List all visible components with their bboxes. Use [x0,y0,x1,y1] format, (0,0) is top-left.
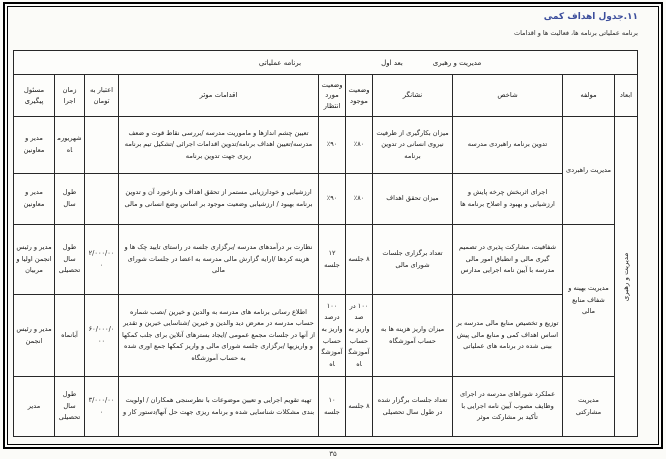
table-header-row [14,75,638,117]
cell-responsible: مدیر [14,377,55,437]
cell-current: ٪۸۰ [346,174,373,225]
cell-shakhes: شفافیت، مشارکت پذیری در تصمیم گیری مالی و انطباق امور مالی مدرسه با آیین نامه اجرایی مدارس [453,225,563,295]
cell-responsible: مدیر و رئیس انجمن [14,295,55,377]
cell-current: ۱۰۰ در صد واریز به حساب آموزشگاه [346,295,373,377]
cell-shakhes: تدوین برنامه راهبردی مدرسه [453,117,563,174]
cell-expected: ۱۲ جلسه [319,225,346,295]
cell-expected: ٪۹۰ [319,117,346,174]
cell-current: ٪۸۰ [346,117,373,174]
header-time: زمان اجرا [55,75,85,117]
band-cell [14,51,638,75]
table-row [14,295,638,377]
band-dimension-name: مدیریت و رهبری [432,58,482,67]
cell-current: ۸ جلسه [346,377,373,437]
cell-actions: تهیه تقویم اجرایی و تعیین موضوعات با نظرسنجی همکاران / اولویت بندی مشکلات شناسایی شده و برنامه ریزی جهت حل آنها/دستور کار و [119,377,319,437]
cell-responsible: مدیر و رئیس انجمن اولیا و مربیان [14,225,55,295]
cell-expected: ٪۹۰ [319,174,346,225]
table-band-row [14,51,638,75]
cell-time: طول سال تحصیلی [55,225,85,295]
cell-molafeh: مدیریت بهینه و شفاف منابع مالی [563,225,615,377]
table-row [14,225,638,295]
page-subtitle: برنامه عملیاتی برنامه ها، فعالیت ها و اقدامات [513,29,638,37]
cell-expected: ۱۰۰ درصد واریز به حساب آموزشگاه [319,295,346,377]
dimension-vertical-label: مدیریت و رهبری [621,252,630,301]
header-abaad: ابعاد [615,75,638,117]
header-budget: اعتبار به تومان [85,75,119,117]
header-actions: اقدامات موثر [119,75,319,117]
cell-shakhes: توزیع و تخصیص منابع مالی مدرسه بر اساس اهداف کمی و منابع مالی پیش بینی شده در برنامه های عملیاتی [453,295,563,377]
cell-time: شهریورماه [55,117,85,174]
cell-molafeh: مدیریت مشارکتی [563,377,615,437]
cell-neshangar: میزان بکارگیری از ظرفیت نیروی انسانی در تدوین برنامه [373,117,453,174]
cell-actions: اطلاع رسانی برنامه های مدرسه به والدین و خیرین /نصب شماره حساب مدرسه در معرض دید والدین و خیرین /شناسایی خیرین و تقدیر از آنها در جلسات مجمع عمومی /ایجاد بسترهای آنلاین برای جلب کمکها و واریزیها /برگزاری جلسه شورای مالی و واریز کمکها جمع اوری شده به حساب آموزشگاه [119,295,319,377]
cell-budget [85,117,119,174]
cell-responsible: مدیر و معاونین [14,117,55,174]
operational-plan-table [13,50,638,437]
cell-shakhes: عملکرد شوراهای مدرسه در اجرای وظایف مصوب آیین نامه اجرایی با تأکید بر مشارکت موثر [453,377,563,437]
band-program-label: برنامه عملیاتی [258,58,302,67]
cell-actions: نظارت بر درآمدهای مدرسه /برگزاری جلسه در راستای تایید چک ها و هزینه کردها /ارایه گزارش مالی مدرسه به اعضا در جلسات شورای مالی [119,225,319,295]
cell-actions: تعیین چشم اندازها و ماموریت مدرسه /بررسی نقاط قوت و ضعف مدرسه/تعیین اهداف برنامه/تدوین اقدامات اجرائی /تشکیل تیم برنامه ریزی جهت تدوین برنامه [119,117,319,174]
page-title: ۱۱.جدول اهداف کمی [543,12,638,22]
table-row [14,174,638,225]
cell-molafeh: مدیریت راهبردی [563,117,615,225]
cell-shakhes: اجرای اثربخش چرخه پایش و ارزشیابی و بهبود و اصلاح برنامه ها [453,174,563,225]
cell-time: آبانماه [55,295,85,377]
cell-actions: ارزشیابی و خودارزیابی مستمر از تحقق اهداف و بازخورد آن و تدوین برنامه بهبود / ارزشیابی وضعیت موجود بر اساس وضع انسانی و مالی [119,174,319,225]
cell-time: طول سال [55,174,85,225]
cell-time: طول سال تحصیلی [55,377,85,437]
header-responsible: مسئول پیگیری [14,75,55,117]
cell-current: ۸ جلسه [346,225,373,295]
table-row [14,377,638,437]
cell-budget: ۶۰/۰۰۰/۰۰۰ [85,295,119,377]
cell-responsible: مدیر و معاونین [14,174,55,225]
cell-dimension [615,117,638,437]
cell-neshangar: میزان واریز هزینه ها به حساب آموزشگاه [373,295,453,377]
cell-neshangar: تعداد برگزاری جلسات شورای مالی [373,225,453,295]
cell-budget: ۲/۰۰۰/۰۰۰ [85,225,119,295]
cell-budget [85,174,119,225]
cell-budget: ۳/۰۰۰/۰۰۰ [85,377,119,437]
table-row [14,117,638,174]
cell-expected: ۱۰ جلسه [319,377,346,437]
band-dimension-number: بعد اول [381,58,403,67]
cell-neshangar: میزان تحقق اهداف [373,174,453,225]
header-molafeh: مولفه [563,75,615,117]
page-number: ۳۵ [329,450,337,458]
header-current-status: وضعیت موجود [346,75,373,117]
cell-neshangar: تعداد جلسات برگزار شده در طول سال تحصیلی [373,377,453,437]
header-neshangar: نشانگر [373,75,453,117]
header-expected-status: وضعیت مورد انتظار [319,75,346,117]
header-shakhes: شاخص [453,75,563,117]
